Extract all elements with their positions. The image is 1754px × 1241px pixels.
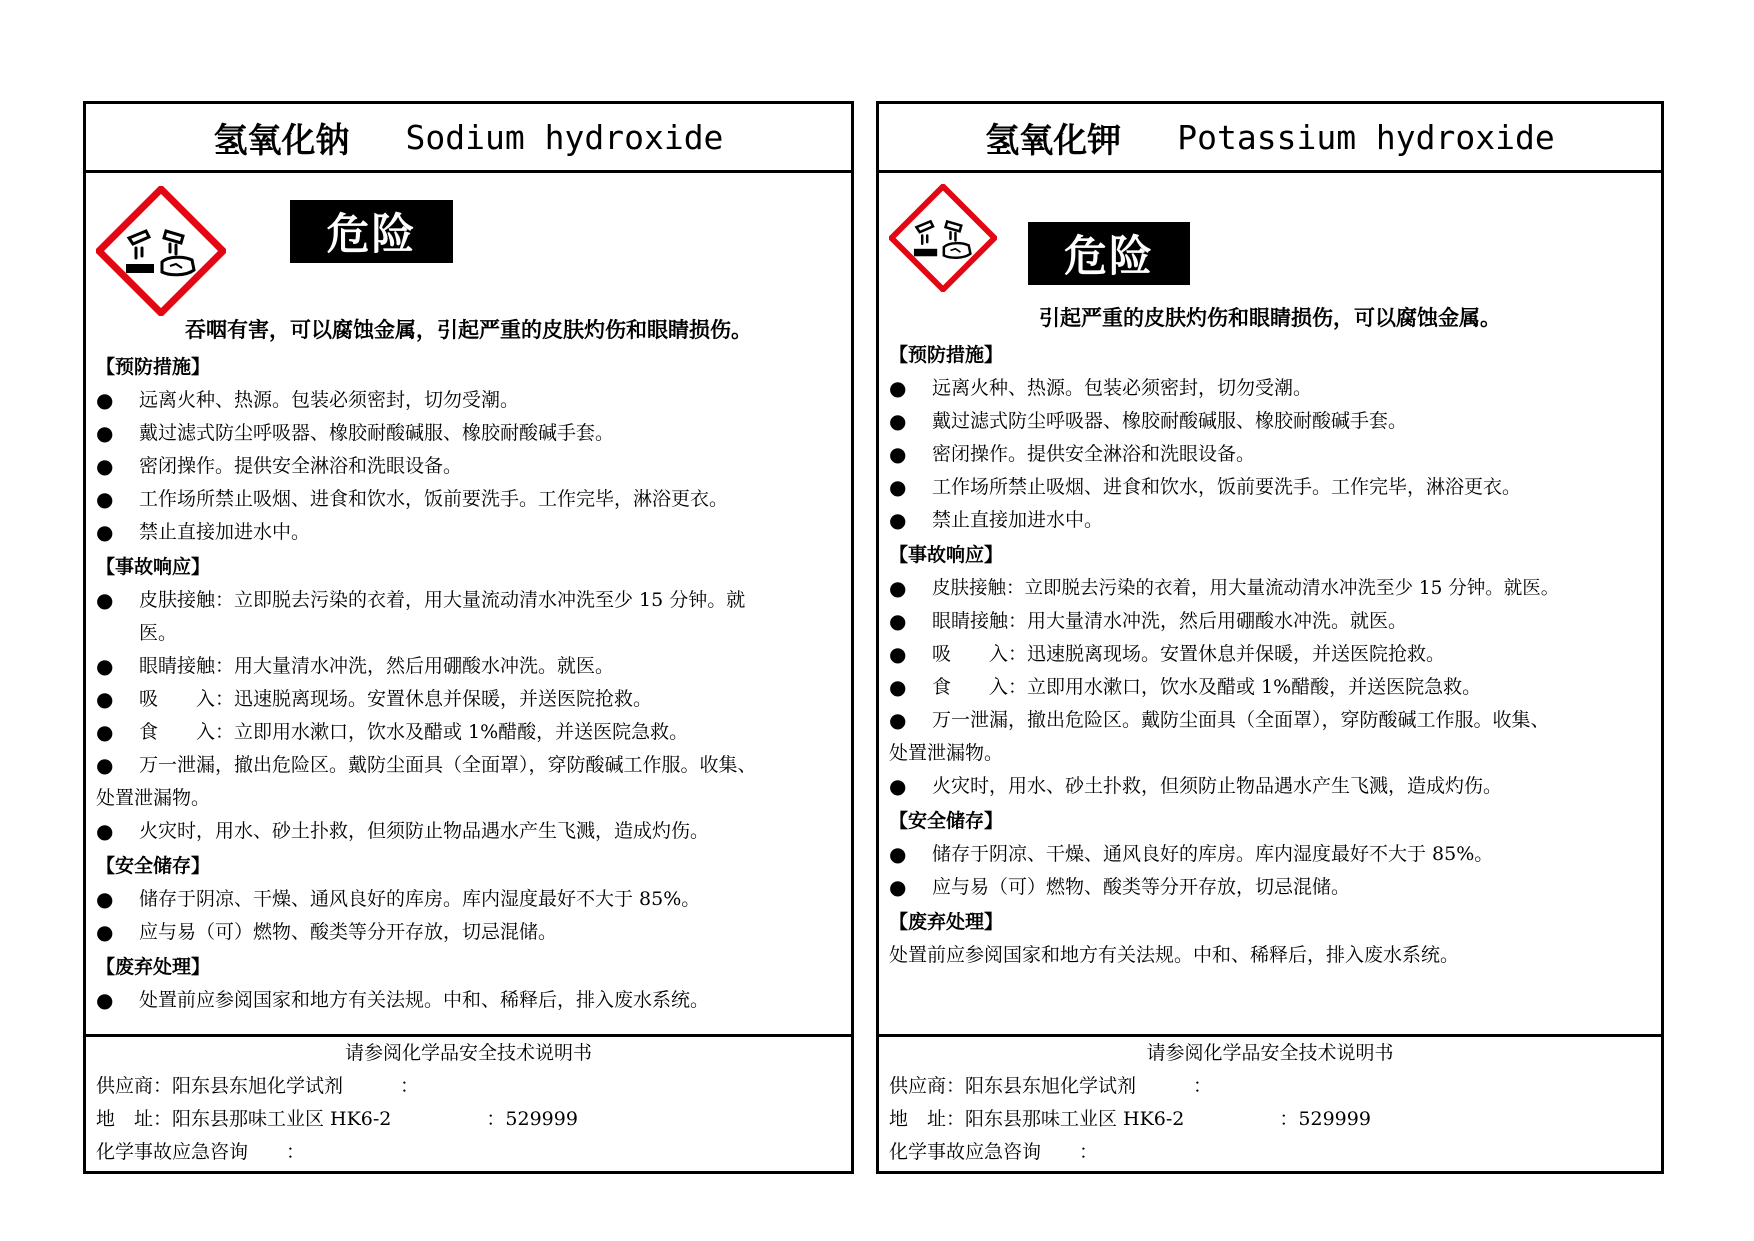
bullet-icon: ● [889,774,907,798]
hazard-statement: 引起严重的皮肤灼伤和眼睛损伤，可以腐蚀金属。 [1039,306,1501,330]
list-item: ● 万一泄漏，撤出危险区。戴防尘面具（全面罩），穿防酸碱工作服。收集、 [96,749,843,782]
list-item: ● 戴过滤式防尘呼吸器、橡胶耐酸碱服、橡胶耐酸碱手套。 [96,417,843,450]
list-item: ● 禁止直接加进水中。 [96,516,843,549]
title-english: Sodium hydroxide [405,117,724,157]
bullet-icon: ● [96,819,114,843]
disposal-text: 处置前应参阅国家和地方有关法规。中和、稀释后，排入废水系统。 [889,944,1460,966]
list-item: ● 食 入：立即用水漱口，饮水及醋或 1%醋酸，并送医院急救。 [889,671,1653,704]
bullet-icon: ● [96,421,114,445]
label-sodium-hydroxide [83,101,854,1174]
bullet-icon: ● [889,642,907,666]
section-heading-storage: 【安全储存】 [889,810,1004,832]
list-item: ● 皮肤接触：立即脱去污染的衣着，用大量流动清水冲洗至少 15 分钟。就 [96,584,843,617]
section-heading-disposal: 【废弃处理】 [889,911,1004,933]
section-heading-prevention: 【预防措施】 [96,356,211,378]
list-item: ● 眼睛接触：用大量清水冲洗，然后用硼酸水冲洗。就医。 [889,605,1653,638]
bullet-icon: ● [889,376,907,400]
signal-word-danger: 危险 [290,200,453,263]
signal-word-danger: 危险 [1028,222,1190,285]
list-item: ● 食 入：立即用水漱口，饮水及醋或 1%醋酸，并送医院急救。 [96,716,843,749]
address-line: 地 址：阳东县那味工业区 HK6-2 ：529999 [96,1108,578,1130]
section-heading-response: 【事故响应】 [889,544,1004,566]
footer-title: 请参阅化学品安全技术说明书 [344,1042,592,1064]
section-heading-prevention: 【预防措施】 [889,344,1004,366]
bullet-icon: ● [96,720,114,744]
label-body [889,337,1653,972]
emergency-line: 化学事故应急咨询 ： [96,1141,306,1163]
bullet-icon: ● [889,475,907,499]
supplier-line: 供应商：阳东县东旭化学试剂 ： [889,1075,1213,1097]
emergency-line: 化学事故应急咨询 ： [889,1141,1099,1163]
bullet-icon: ● [96,487,114,511]
bullet-icon: ● [96,887,114,911]
bullet-icon: ● [889,675,907,699]
bullet-icon: ● [96,588,114,612]
bullet-icon: ● [96,753,114,777]
list-item: ● 吸 入：迅速脱离现场。安置休息并保暖，并送医院抢救。 [889,638,1653,671]
address-line: 地 址：阳东县那味工业区 HK6-2 ：529999 [889,1108,1371,1130]
bullet-icon: ● [96,687,114,711]
corrosion-icon [96,186,226,316]
list-item: ● 储存于阴凉、干燥、通风良好的库房。库内湿度最好不大于 85%。 [889,838,1653,871]
bullet-icon: ● [889,875,907,899]
bullet-icon: ● [96,988,114,1012]
label-footer [86,1034,851,1171]
list-item: ● 远离火种、热源。包装必须密封，切勿受潮。 [889,372,1653,405]
label-potassium-hydroxide [876,101,1664,1174]
bullet-icon: ● [889,842,907,866]
list-item: ● 火灾时，用水、砂土扑救，但须防止物品遇水产生飞溅，造成灼伤。 [889,770,1653,803]
list-item: ● 远离火种、热源。包装必须密封，切勿受潮。 [96,384,843,417]
label-title [879,104,1661,173]
list-item: ● 处置前应参阅国家和地方有关法规。中和、稀释后，排入废水系统。 [96,984,843,1017]
list-item: ● 工作场所禁止吸烟、进食和饮水，饭前要洗手。工作完毕，淋浴更衣。 [96,483,843,516]
list-item: ● 万一泄漏，撤出危险区。戴防尘面具（全面罩），穿防酸碱工作服。收集、 [889,704,1653,737]
bullet-icon: ● [889,442,907,466]
bullet-icon: ● [889,409,907,433]
list-item: ● 吸 入：迅速脱离现场。安置休息并保暖，并送医院抢救。 [96,683,843,716]
bullet-icon: ● [96,388,114,412]
label-footer [879,1034,1661,1171]
list-item-continuation: 医。 [139,622,178,644]
bullet-icon: ● [889,708,907,732]
supplier-line: 供应商：阳东县东旭化学试剂 ： [96,1075,420,1097]
label-body [96,349,843,1017]
footer-title: 请参阅化学品安全技术说明书 [1146,1042,1394,1064]
section-heading-storage: 【安全储存】 [96,855,211,877]
bullet-icon: ● [889,508,907,532]
list-item: ● 密闭操作。提供安全淋浴和洗眼设备。 [96,450,843,483]
corrosion-icon [889,184,997,292]
list-item: ● 火灾时，用水、砂土扑救，但须防止物品遇水产生飞溅，造成灼伤。 [96,815,843,848]
list-item: ● 工作场所禁止吸烟、进食和饮水，饭前要洗手。工作完毕，淋浴更衣。 [889,471,1653,504]
label-title [86,104,851,173]
section-heading-disposal: 【废弃处理】 [96,956,211,978]
list-item: ● 密闭操作。提供安全淋浴和洗眼设备。 [889,438,1653,471]
bullet-icon: ● [889,609,907,633]
bullet-icon: ● [889,576,907,600]
title-english: Potassium hydroxide [1177,117,1555,157]
list-item: ● 戴过滤式防尘呼吸器、橡胶耐酸碱服、橡胶耐酸碱手套。 [889,405,1653,438]
list-item: ● 眼睛接触：用大量清水冲洗，然后用硼酸水冲洗。就医。 [96,650,843,683]
list-item: ● 应与易（可）燃物、酸类等分开存放，切忌混储。 [96,916,843,949]
section-heading-response: 【事故响应】 [96,556,211,578]
list-item: ● 应与易（可）燃物、酸类等分开存放，切忌混储。 [889,871,1653,904]
title-chinese: 氢氧化钾 [985,120,1122,161]
list-item-continuation: 处置泄漏物。 [96,787,211,809]
list-item-continuation: 处置泄漏物。 [889,742,1004,764]
bullet-icon: ● [96,654,114,678]
bullet-icon: ● [96,920,114,944]
list-item: ● 禁止直接加进水中。 [889,504,1653,537]
list-item: ● 皮肤接触：立即脱去污染的衣着，用大量流动清水冲洗至少 15 分钟。就医。 [889,572,1653,605]
list-item: ● 储存于阴凉、干燥、通风良好的库房。库内湿度最好不大于 85%。 [96,883,843,916]
bullet-icon: ● [96,454,114,478]
hazard-statement: 吞咽有害，可以腐蚀金属，引起严重的皮肤灼伤和眼睛损伤。 [185,318,752,342]
title-chinese: 氢氧化钠 [213,120,350,161]
bullet-icon: ● [96,520,114,544]
